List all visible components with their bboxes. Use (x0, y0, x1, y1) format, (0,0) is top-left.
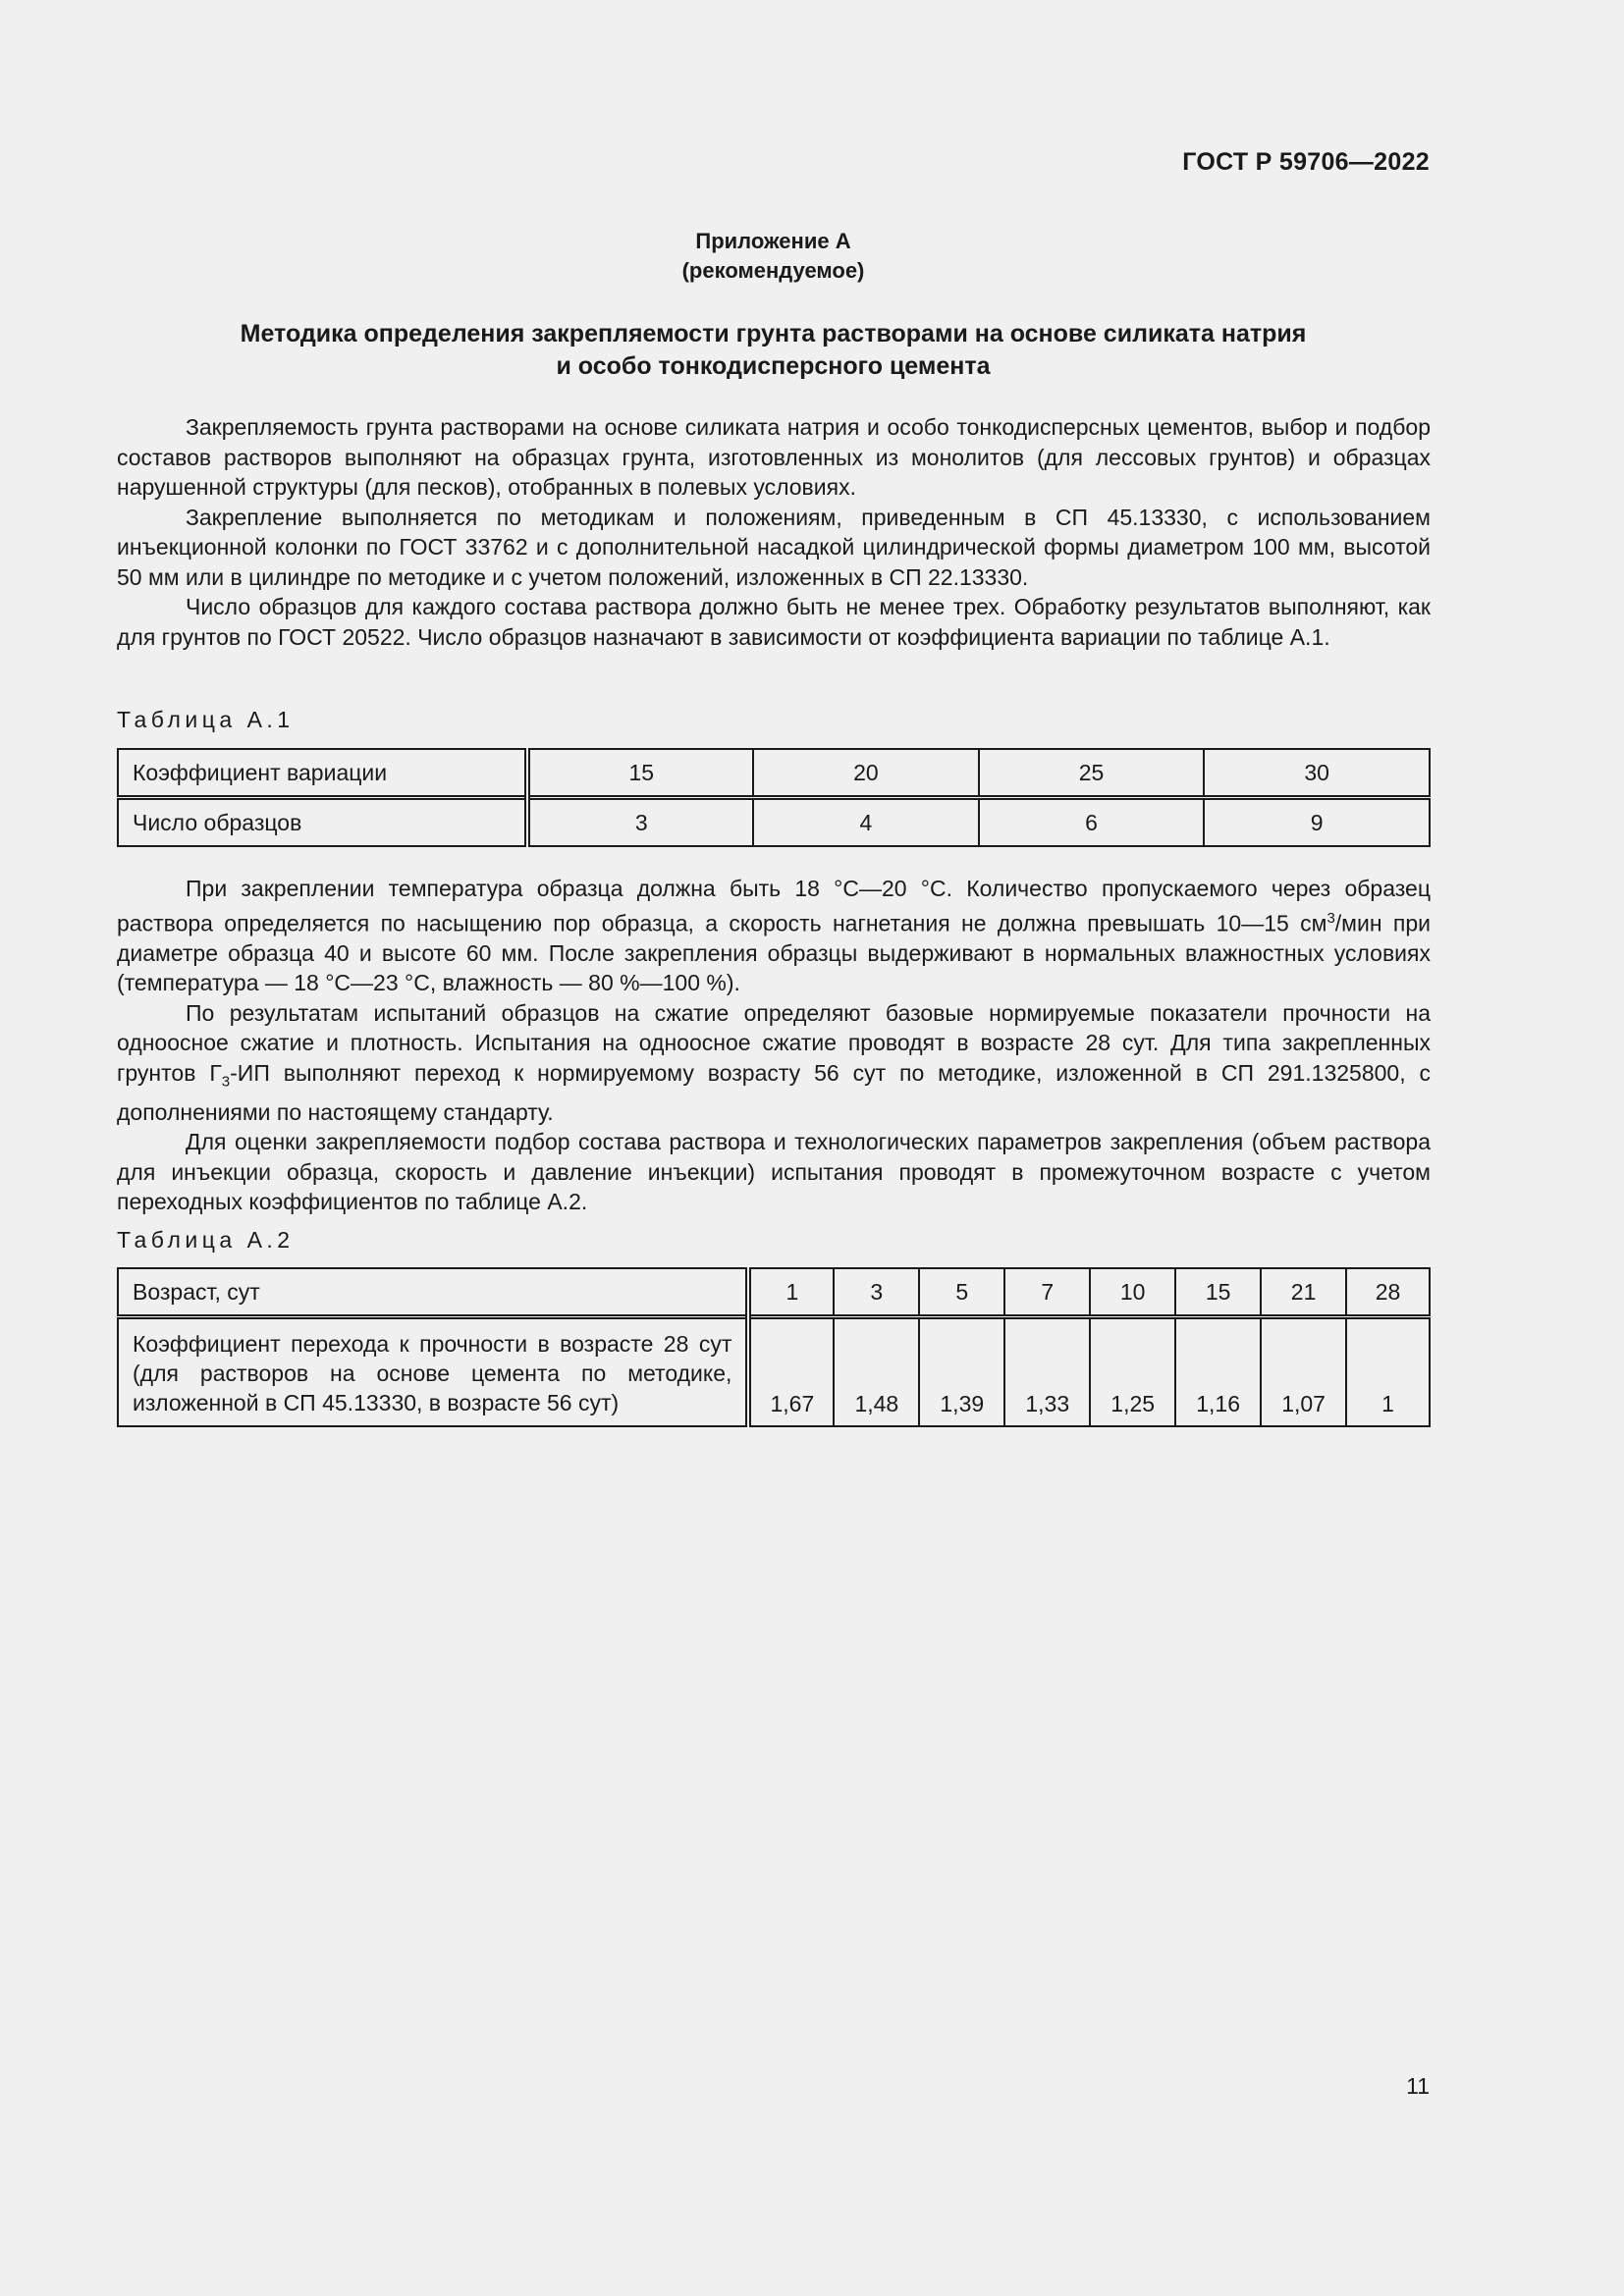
paragraph-compression: По результатам испытаний образцов на сжатие определяют базовые нормируемые показатели прочности на одноосное сжатие и плотность. Испытания на одноосное сжатие проводят в возрасте 28 сут. Для типа закрепленных грунтов $Г_3-ИП$ выполняют переход к нормируемому возрасту 56 сут по методике, изложенной в СП 291.1325800, с дополнениями по настоящему стандарту. (117, 999, 1431, 1125)
table-cell: 6 (979, 798, 1205, 847)
intro-paragraph: Закрепление выполняется по методикам и положениям, приведенным в СП 45.13330, с использованием инъекционной колонки по ГОСТ 33762 и с дополнительной насадкой цилиндрической формы диаметром 100 мм, высотой 50 мм или в цилиндре по методике и с учетом положений, изложенных в СП 22.13330. (117, 504, 1431, 590)
table-1-caption: Таблица А.1 (117, 707, 295, 732)
appendix-status: (рекомендуемое) (681, 258, 865, 283)
table-cell: 1,33 (1004, 1317, 1090, 1427)
method-title-line-1: Методика определения закрепляемости грунта растворами на основе силиката натрия (240, 320, 1307, 347)
table-cell: 9 (1204, 798, 1430, 847)
table-2-caption: Таблица А.2 (117, 1227, 295, 1253)
table-cell: 30 (1204, 749, 1430, 798)
appendix-title: Приложение А (695, 229, 851, 253)
table-cell: 28 (1346, 1268, 1430, 1317)
table-cell: 20 (753, 749, 979, 798)
row-label-coefficient: Коэффициент перехода к прочности в возрасте 28 сут (для растворов на основе цемента по методике, изложенной в СП 45.13330, в возрасте 56 сут) (118, 1317, 748, 1427)
row-label-age: Возраст, сут (118, 1268, 748, 1317)
table-cell: 1,16 (1175, 1317, 1261, 1427)
appendix-heading (0, 227, 1546, 286)
table-cell: 3 (527, 798, 753, 847)
table-row (118, 749, 1430, 798)
standard-number: ГОСТ Р 59706—2022 (1182, 148, 1430, 176)
intro-text (117, 412, 1431, 652)
paragraph-assessment: Для оценки закрепляемости подбор состава раствора и технологических параметров закрепления (объем раствора для инъекции образца, скорость и давление инъекции) испытания проводят в промежуточном возрасте с учетом переходных коэффициентов по таблице А.2. (117, 1129, 1431, 1215)
table-cell: 1,39 (919, 1317, 1004, 1427)
table-row (118, 798, 1430, 847)
table-cell: 21 (1261, 1268, 1346, 1317)
table-cell: 7 (1004, 1268, 1090, 1317)
table-cell: 5 (919, 1268, 1004, 1317)
table-cell: 15 (527, 749, 753, 798)
intro-paragraph: Число образцов для каждого состава раствора должно быть не менее трех. Обработку результатов выполняют, как для грунтов по ГОСТ 20522. Число образцов назначают в зависимости от коэффициента вариации по таблице А.1. (117, 594, 1431, 650)
table-cell: 1,07 (1261, 1317, 1346, 1427)
table-cell: 15 (1175, 1268, 1261, 1317)
table-cell: 1 (748, 1268, 834, 1317)
method-title (0, 318, 1546, 383)
table-cell: 1,25 (1090, 1317, 1175, 1427)
table-cell: 25 (979, 749, 1205, 798)
table-row (118, 1317, 1430, 1427)
table-1 (117, 748, 1431, 847)
row-label-samples: Число образцов (118, 798, 527, 847)
row-label-variation: Коэффициент вариации (118, 749, 527, 798)
table-cell: 1,48 (834, 1317, 919, 1427)
table-cell: 4 (753, 798, 979, 847)
table-row (118, 1268, 1430, 1317)
table-cell: 1 (1346, 1317, 1430, 1427)
table-2 (117, 1267, 1431, 1427)
method-title-line-2: и особо тонкодисперсного цемента (556, 352, 991, 380)
middle-text (117, 874, 1431, 1217)
intro-paragraph: Закрепляемость грунта растворами на основе силиката натрия и особо тонкодисперсных цементов, выбор и подбор составов растворов выполняют на образцах грунта, изготовленных из монолитов (для лессовых грунтов) и образцах нарушенной структуры (для песков), отобранных в полевых условиях. (117, 414, 1431, 500)
page-number: 11 (1406, 2073, 1430, 2099)
table-cell: 10 (1090, 1268, 1175, 1317)
paragraph-temperature: При закреплении температура образца должна быть 18 °С—20 °С. Количество пропускаемого через образец раствора определяется по насыщению пор образца, а скорость нагнетания не должна превышать 10—15 $см^3$/мин при диаметре образца 40 и высоте 60 мм. После закрепления образцы выдерживают в нормальных влажностных условиях (температура — 18 °С—23 °С, влажность — 80 %—100 %). (117, 876, 1431, 996)
table-cell: 1,67 (748, 1317, 834, 1427)
table-cell: 3 (834, 1268, 919, 1317)
